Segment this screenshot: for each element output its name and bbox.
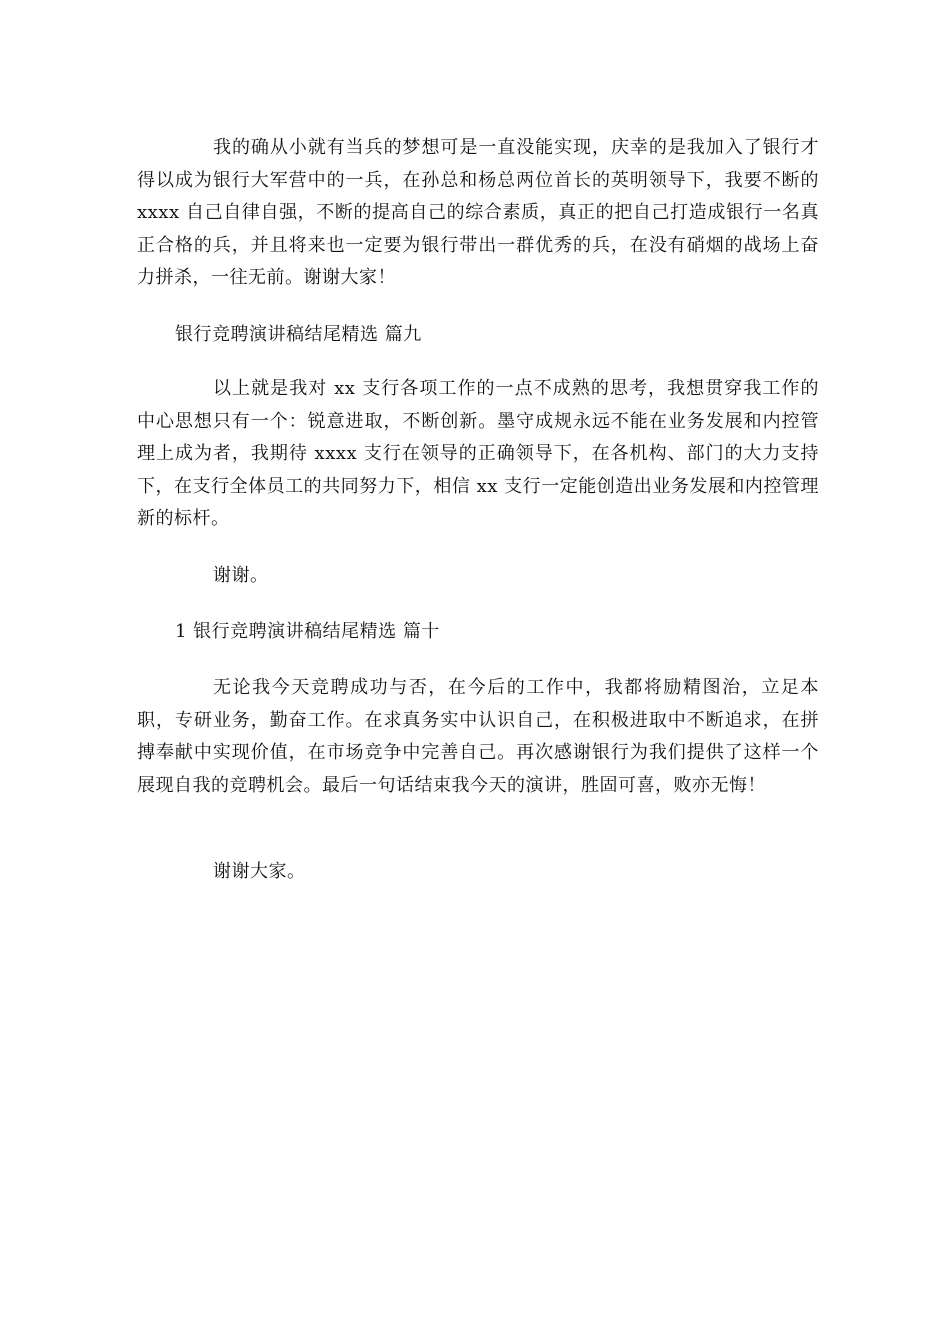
thanks-everyone-line: 谢谢大家。 xyxy=(213,861,306,882)
paragraph-closing-remarks: 无论我今天竞聘成功与否，在今后的工作中，我都将励精图治，立足本职，专研业务，勤奋工作。在求真务实中认识自己，在积极进取中不断追求，在拼搏奉献中实现价值，在市场竞争中完善自己。再次感谢银行为我们提供了这样一个展现自我的竞聘机会。最后一句话结束我今天的演讲，胜固可喜，败亦无悔！ xyxy=(137,677,819,796)
paragraph-soldier-dream: 我的确从小就有当兵的梦想可是一直没能实现，庆幸的是我加入了银行才得以成为银行大军营中的一兵，在孙总和杨总两位首长的英明领导下，我要不断的 xxxx 自己自律自强，不断的提高自己的综合素质，真正的把自己打造成银行一名真正合格的兵，并且将来也一定要为银行带出一群优秀的兵，在没有硝烟的战场上奋力拼杀，一往无前。谢谢大家！ xyxy=(137,137,819,288)
thanks-line: 谢谢。 xyxy=(213,565,269,586)
section-heading-part-10: 1 银行竞聘演讲稿结尾精选 篇十 xyxy=(175,621,440,642)
section-heading-part-9: 银行竞聘演讲稿结尾精选 篇九 xyxy=(175,324,422,345)
paragraph-branch-thoughts: 以上就是我对 xx 支行各项工作的一点不成熟的思考，我想贯穿我工作的中心思想只有一个：锐意进取，不断创新。墨守成规永远不能在业务发展和内控管理上成为者，我期待 xxxx 支行在领导的正确领导下，在各机构、部门的大力支持下，在支行全体员工的共同努力下，相信 xx 支行一定能创造出业务发展和内控管理新的标杆。 xyxy=(137,378,819,529)
